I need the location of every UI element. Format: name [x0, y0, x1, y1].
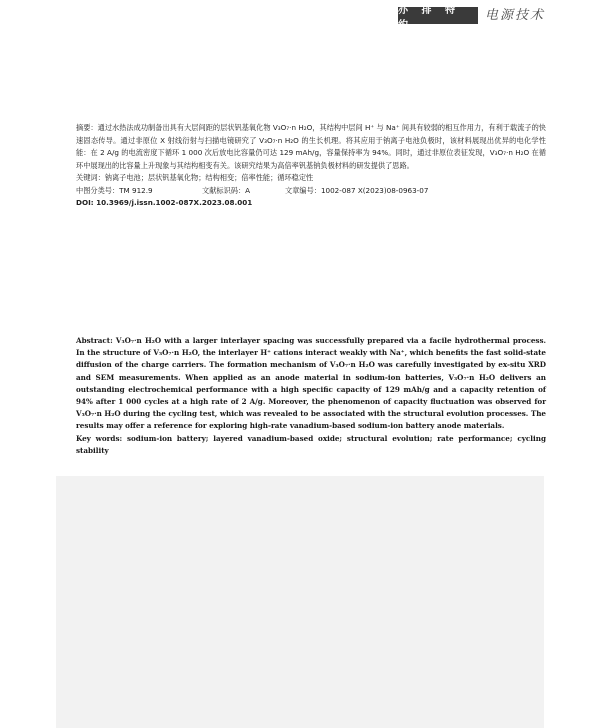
english-keywords: Key words: sodium-ion battery; layered vanadium-based oxide; structural evolution; rate performance; cycling stability [76, 433, 546, 455]
journal-topic: 电源技术 [485, 8, 546, 23]
chinese-abstract-text: 摘要：通过水热法成功制备出具有大层间距的层状钒基氧化物 V₃O₇·n H₂O，其结构中层间 H⁺ 与 Na⁺ 间具有较弱的相互作用力，有利于载流子的快速固态传导。通过非原位 X 射线衍射与扫描电镜研究了 V₃O₇·n H₂O 的生长机理。将其应用于钠离子电池负极时，该材料展现出优异的电化学性能：在 2 A/g 的电流密度下循环 1 000 次后放电比容量仍可达 129 mAh/g，容量保持率为 94%。同时，通过非原位表征发现，V₃O₇·n H₂O 在循环中展现出的比容量上升现象与其结构相变有关。该研究结果为高倍率钒基钠负极材料的研发提供了思路。 [76, 123, 546, 170]
chinese-keywords: 关键词：钠离子电池；层状钒基氧化物；结构相变；倍率性能；循环稳定性 [76, 173, 314, 182]
document-code: 文献标识码：A [202, 185, 251, 195]
column-label: 亦 排 特 约 [398, 7, 478, 24]
article-number: 文章编号：1002-087 X(2023)08-0963-07 [285, 185, 429, 195]
clc-number: 中图分类号：TM 912.9 [76, 185, 153, 195]
gray-panel [56, 476, 544, 728]
doi: DOI: 10.3969/j.issn.1002-087X.2023.08.001 [76, 198, 253, 207]
english-abstract-text: Abstract: V₃O₇·n H₂O with a larger interlayer spacing was successfully prepared via a facile hydrothermal process. In the structure of V₃O₇·n H₂O, the interlayer H⁺ cations interact weakly with Na⁺, which benefits the fast solid-state diffusion of the charge carriers. The formation mechanism of V₃O₇·n H₂O was carefully investigated by ex-situ XRD and SEM measurements. When applied as an anode material in sodium-ion batteries, V₃O₇·n H₂O delivers an outstanding electrochemical performance with a high specific capacity of 129 mAh/g and a capacity retention of 94% after 1 000 cycles at a high rate of 2 A/g. Moreover, the phenomenon of capacity fluctuation was observed for V₃O₇·n H₂O during the cycling test, which was revealed to be associated with the structural evolution processes. The results may offer a reference for exploring high-rate vanadium-based sodium-ion battery anode materials. [76, 336, 546, 431]
english-abstract-block [76, 335, 546, 457]
chinese-abstract-block [76, 122, 546, 210]
classification-row [76, 185, 546, 198]
